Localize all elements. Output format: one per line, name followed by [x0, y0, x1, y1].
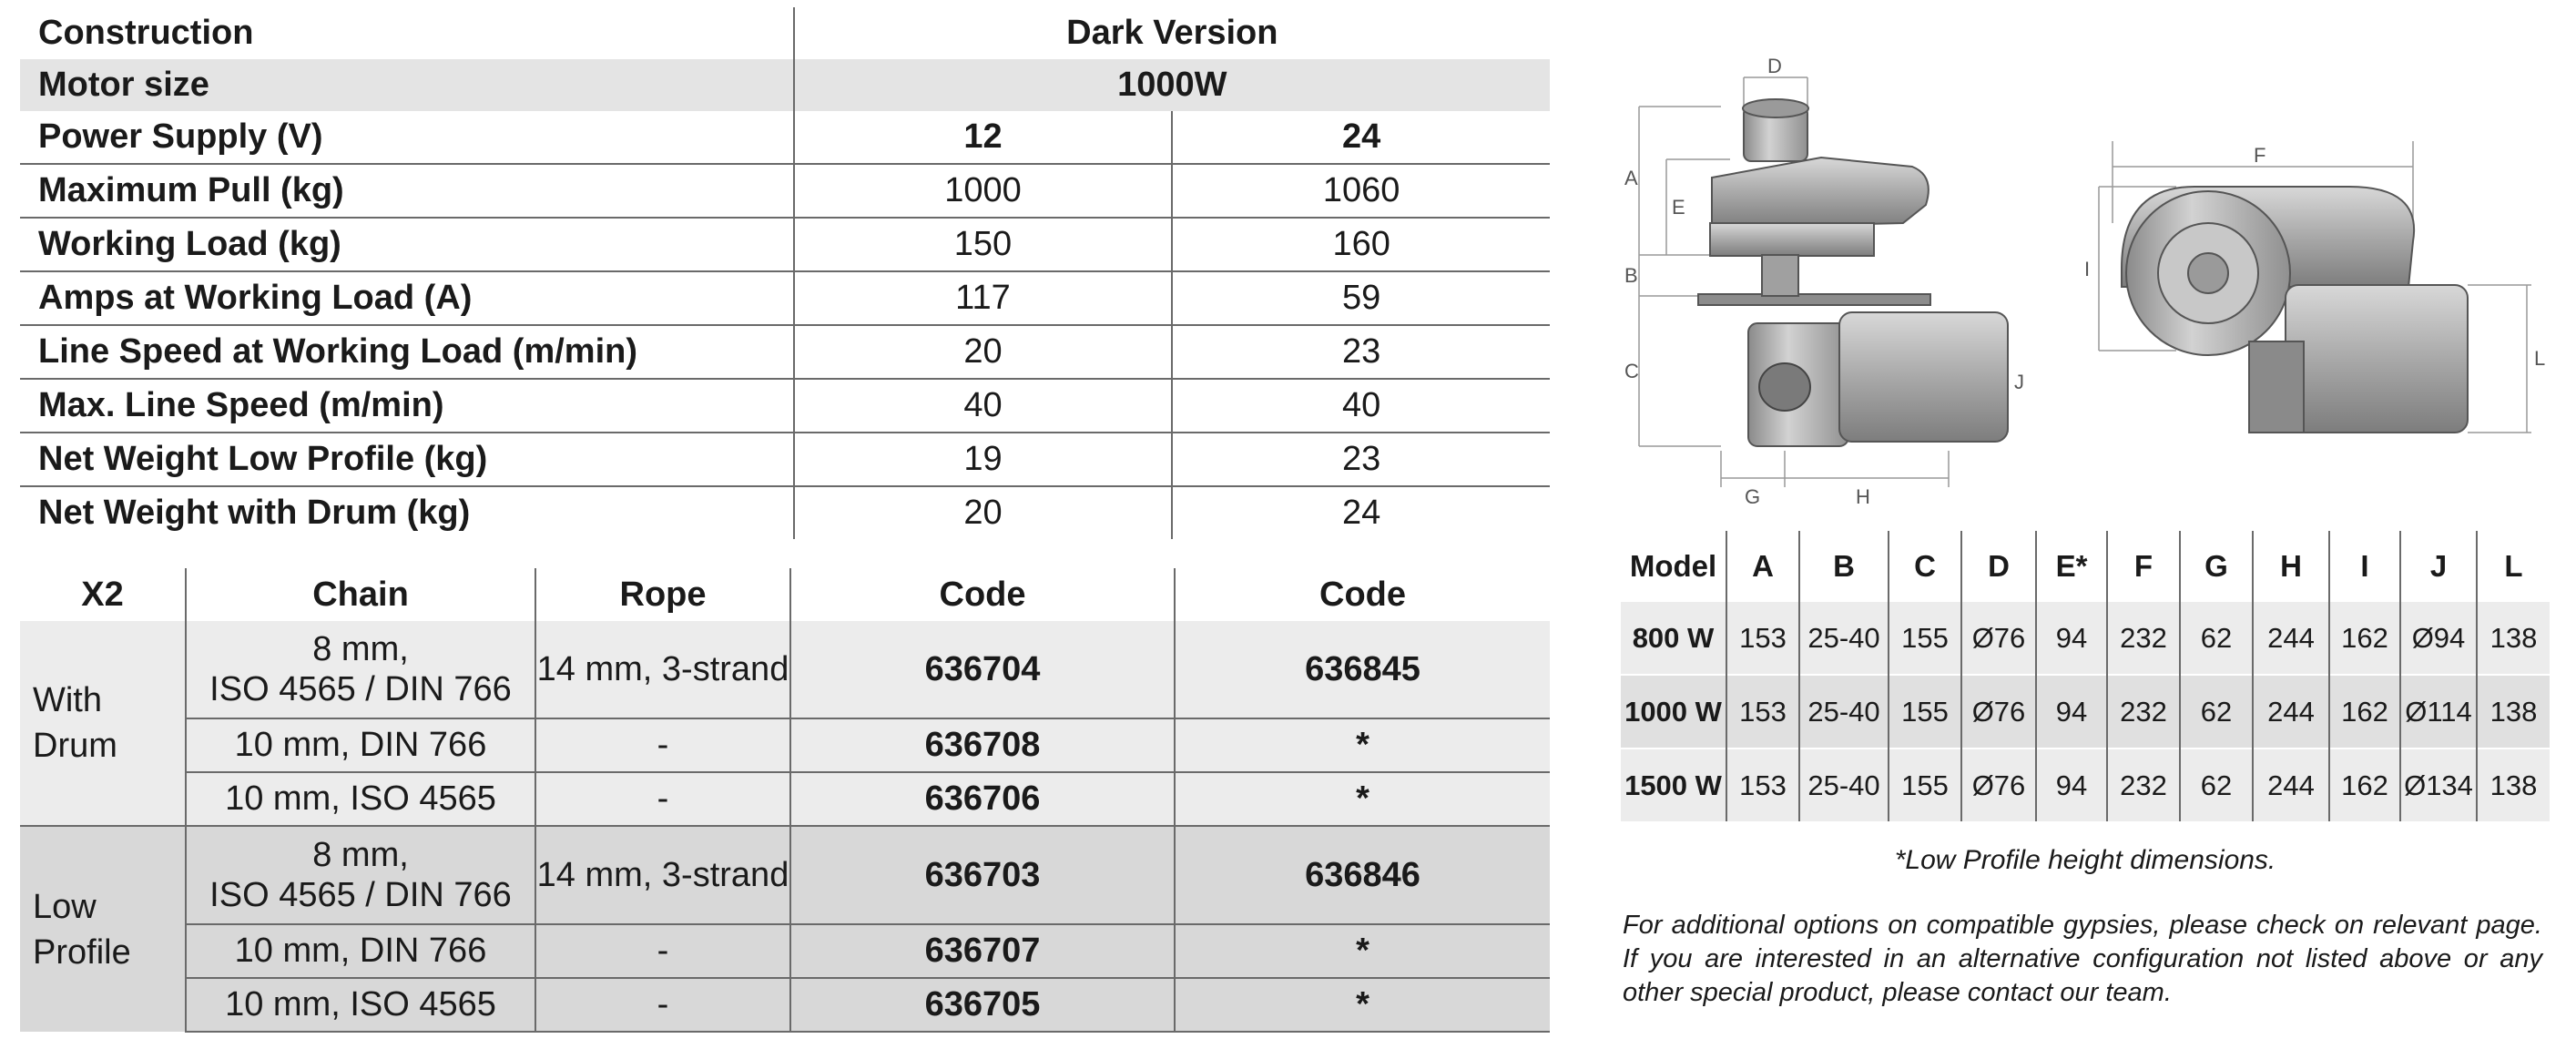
table-row [20, 826, 1550, 924]
spec-row [20, 325, 1550, 379]
group-name-line2: Drum [33, 727, 117, 765]
dimensions-header-row [1621, 531, 2550, 602]
spec-value-24v: 23 [1172, 325, 1550, 379]
spec-label: Net Weight Low Profile (kg) [20, 433, 794, 486]
chain-cell: 10 mm, ISO 4565 [186, 978, 535, 1032]
table-row [20, 772, 1550, 826]
header-l: L [2477, 531, 2550, 602]
dim-label-b: B [1624, 264, 1638, 287]
chain-cell [186, 621, 535, 718]
spec-value-12v: 19 [794, 433, 1173, 486]
voltage-24: 24 [1172, 111, 1550, 164]
low-profile-footnote: *Low Profile height dimensions. [1894, 845, 2276, 875]
table-row [20, 924, 1550, 978]
dim-cell: 155 [1889, 675, 1961, 749]
header-g: G [2180, 531, 2253, 602]
header-j: J [2400, 531, 2477, 602]
rope-cell: - [535, 978, 790, 1032]
motor-size-label: Motor size [20, 59, 794, 111]
table-row [1621, 749, 2550, 821]
spec-value-12v: 150 [794, 218, 1173, 271]
group-name-line1: With [33, 681, 102, 719]
chain-cell: 10 mm, DIN 766 [186, 924, 535, 978]
dim-cell: 232 [2107, 749, 2180, 821]
dim-cell: 62 [2180, 749, 2253, 821]
dim-cell: 94 [2036, 675, 2107, 749]
voltage-12: 12 [794, 111, 1173, 164]
spec-row [20, 271, 1550, 325]
code-24v-cell: 636845 [1175, 621, 1550, 718]
dim-cell: 162 [2329, 602, 2400, 675]
code-12v-cell: 636704 [790, 621, 1175, 718]
dim-cell: Ø76 [1961, 602, 2036, 675]
dim-cell: 25-40 [1799, 749, 1889, 821]
contact-note: For additional options on compatible gypsies, please check on relevant page. If you are interested in an alternative configuration not listed above or any other special product, please contact our team. [1623, 911, 2542, 1007]
chain-line2: ISO 4565 / DIN 766 [209, 670, 512, 708]
dim-cell: 162 [2329, 675, 2400, 749]
power-supply-row [20, 111, 1550, 164]
dim-label-c: C [1624, 360, 1639, 382]
dim-cell: 62 [2180, 602, 2253, 675]
spec-label: Amps at Working Load (A) [20, 271, 794, 325]
variants-header-row [20, 568, 1550, 621]
spec-label: Net Weight with Drum (kg) [38, 494, 471, 532]
dim-cell: Ø94 [2400, 602, 2477, 675]
spec-label: Line Speed at Working Load (m/min) [20, 325, 794, 379]
dim-cell: 153 [1726, 675, 1799, 749]
code-12v-cell: 636705 [790, 978, 1175, 1032]
header-c: C [1889, 531, 1961, 602]
group-name-line2: Profile [33, 932, 131, 972]
chain-line1: 8 mm, [312, 836, 409, 874]
rope-cell: - [535, 772, 790, 826]
spec-row [20, 433, 1550, 486]
dim-label-f: F [2254, 144, 2266, 167]
motor-size-row [20, 59, 1550, 111]
model-cell: 1500 W [1621, 749, 1726, 821]
dim-cell: 25-40 [1799, 602, 1889, 675]
spec-value-12v: 40 [794, 379, 1173, 433]
spec-label: Max. Line Speed (m/min) [20, 379, 794, 433]
header-a: A [1726, 531, 1799, 602]
model-cell: 800 W [1621, 602, 1726, 675]
code-12v-cell: 636703 [790, 826, 1175, 924]
group-with-drum [20, 621, 186, 826]
header-model: Model [1629, 549, 1717, 583]
dim-cell: Ø76 [1961, 675, 2036, 749]
spec-value-24v: 24 [1172, 486, 1550, 539]
rope-cell: - [535, 718, 790, 772]
spec-label: Working Load (kg) [20, 218, 794, 271]
spec-row [20, 218, 1550, 271]
table-row [20, 718, 1550, 772]
rope-cell: - [535, 924, 790, 978]
top-view-drawing [2099, 141, 2531, 433]
header-e: E* [2036, 531, 2107, 602]
construction-label: Construction [38, 14, 254, 52]
chain-line2: ISO 4565 / DIN 766 [209, 876, 512, 914]
spec-row [20, 486, 1550, 539]
dim-cell: 244 [2253, 749, 2329, 821]
code-24v-cell: * [1175, 924, 1550, 978]
spec-row [20, 379, 1550, 433]
spec-value-24v: 160 [1172, 218, 1550, 271]
dim-label-j: J [2014, 371, 2024, 393]
spec-value-24v: 23 [1172, 433, 1550, 486]
header-code-24v: Code [1175, 568, 1550, 621]
windlass-dimension-drawings [1612, 50, 2559, 505]
rope-cell: 14 mm, 3-strand [535, 621, 790, 718]
dim-label-l: L [2534, 347, 2546, 370]
dim-cell: 138 [2477, 602, 2550, 675]
code-24v-cell: * [1175, 772, 1550, 826]
construction-value: Dark Version [794, 7, 1550, 59]
spec-header-row [20, 7, 1550, 59]
dim-cell: 162 [2329, 749, 2400, 821]
dim-label-a: A [1624, 167, 1638, 189]
spec-value-24v: 1060 [1172, 164, 1550, 218]
chain-line1: 8 mm, [312, 630, 409, 668]
spec-value-24v: 59 [1172, 271, 1550, 325]
rope-cell: 14 mm, 3-strand [535, 826, 790, 924]
spec-value-12v: 117 [794, 271, 1173, 325]
dim-cell: Ø76 [1961, 749, 2036, 821]
dim-cell: 94 [2036, 749, 2107, 821]
dim-label-e: E [1672, 196, 1685, 219]
code-24v-cell: 636846 [1175, 826, 1550, 924]
code-24v-cell: * [1175, 718, 1550, 772]
dim-cell: 155 [1889, 602, 1961, 675]
dim-cell: 153 [1726, 602, 1799, 675]
chain-cell: 10 mm, ISO 4565 [186, 772, 535, 826]
dim-cell: 153 [1726, 749, 1799, 821]
code-12v-cell: 636706 [790, 772, 1175, 826]
specifications-table [20, 7, 1550, 539]
chain-cell [186, 826, 535, 924]
variants-table [20, 568, 1550, 1033]
table-row [20, 978, 1550, 1032]
group-name-line1: Low [33, 887, 97, 926]
group-low-profile [20, 826, 186, 1032]
header-f: F [2107, 531, 2180, 602]
dim-cell: 232 [2107, 602, 2180, 675]
table-row [20, 621, 1550, 718]
code-12v-cell: 636708 [790, 718, 1175, 772]
model-cell: 1000 W [1621, 675, 1726, 749]
dim-label-g: G [1745, 485, 1761, 505]
header-code-12v: Code [790, 568, 1175, 621]
dim-cell: 155 [1889, 749, 1961, 821]
dimensions-table [1621, 531, 2550, 821]
dim-cell: 62 [2180, 675, 2253, 749]
spec-row [20, 164, 1550, 218]
spec-label: Maximum Pull (kg) [20, 164, 794, 218]
dim-label-i: I [2084, 258, 2091, 280]
dim-cell: Ø114 [2400, 675, 2477, 749]
header-chain: Chain [186, 568, 535, 621]
dim-cell: 232 [2107, 675, 2180, 749]
dim-cell: 138 [2477, 749, 2550, 821]
dim-cell: 244 [2253, 602, 2329, 675]
header-d: D [1961, 531, 2036, 602]
dim-cell: Ø134 [2400, 749, 2477, 821]
table-row [1621, 602, 2550, 675]
dim-label-h: H [1856, 485, 1870, 505]
dim-cell: 138 [2477, 675, 2550, 749]
spec-value-12v: 20 [794, 486, 1173, 539]
dim-cell: 244 [2253, 675, 2329, 749]
code-24v-cell: * [1175, 978, 1550, 1032]
dim-cell: 25-40 [1799, 675, 1889, 749]
header-x2: X2 [81, 575, 124, 614]
header-h: H [2253, 531, 2329, 602]
header-rope: Rope [535, 568, 790, 621]
dim-label-d: D [1767, 55, 1782, 77]
power-supply-label: Power Supply (V) [20, 111, 794, 164]
motor-size-value: 1000W [794, 59, 1550, 111]
spec-value-24v: 40 [1172, 379, 1550, 433]
side-view-drawing [1639, 77, 2008, 487]
dim-cell: 94 [2036, 602, 2107, 675]
chain-cell: 10 mm, DIN 766 [186, 718, 535, 772]
header-i: I [2329, 531, 2400, 602]
spec-value-12v: 20 [794, 325, 1173, 379]
table-row [1621, 675, 2550, 749]
code-12v-cell: 636707 [790, 924, 1175, 978]
header-b: B [1799, 531, 1889, 602]
spec-value-12v: 1000 [794, 164, 1173, 218]
